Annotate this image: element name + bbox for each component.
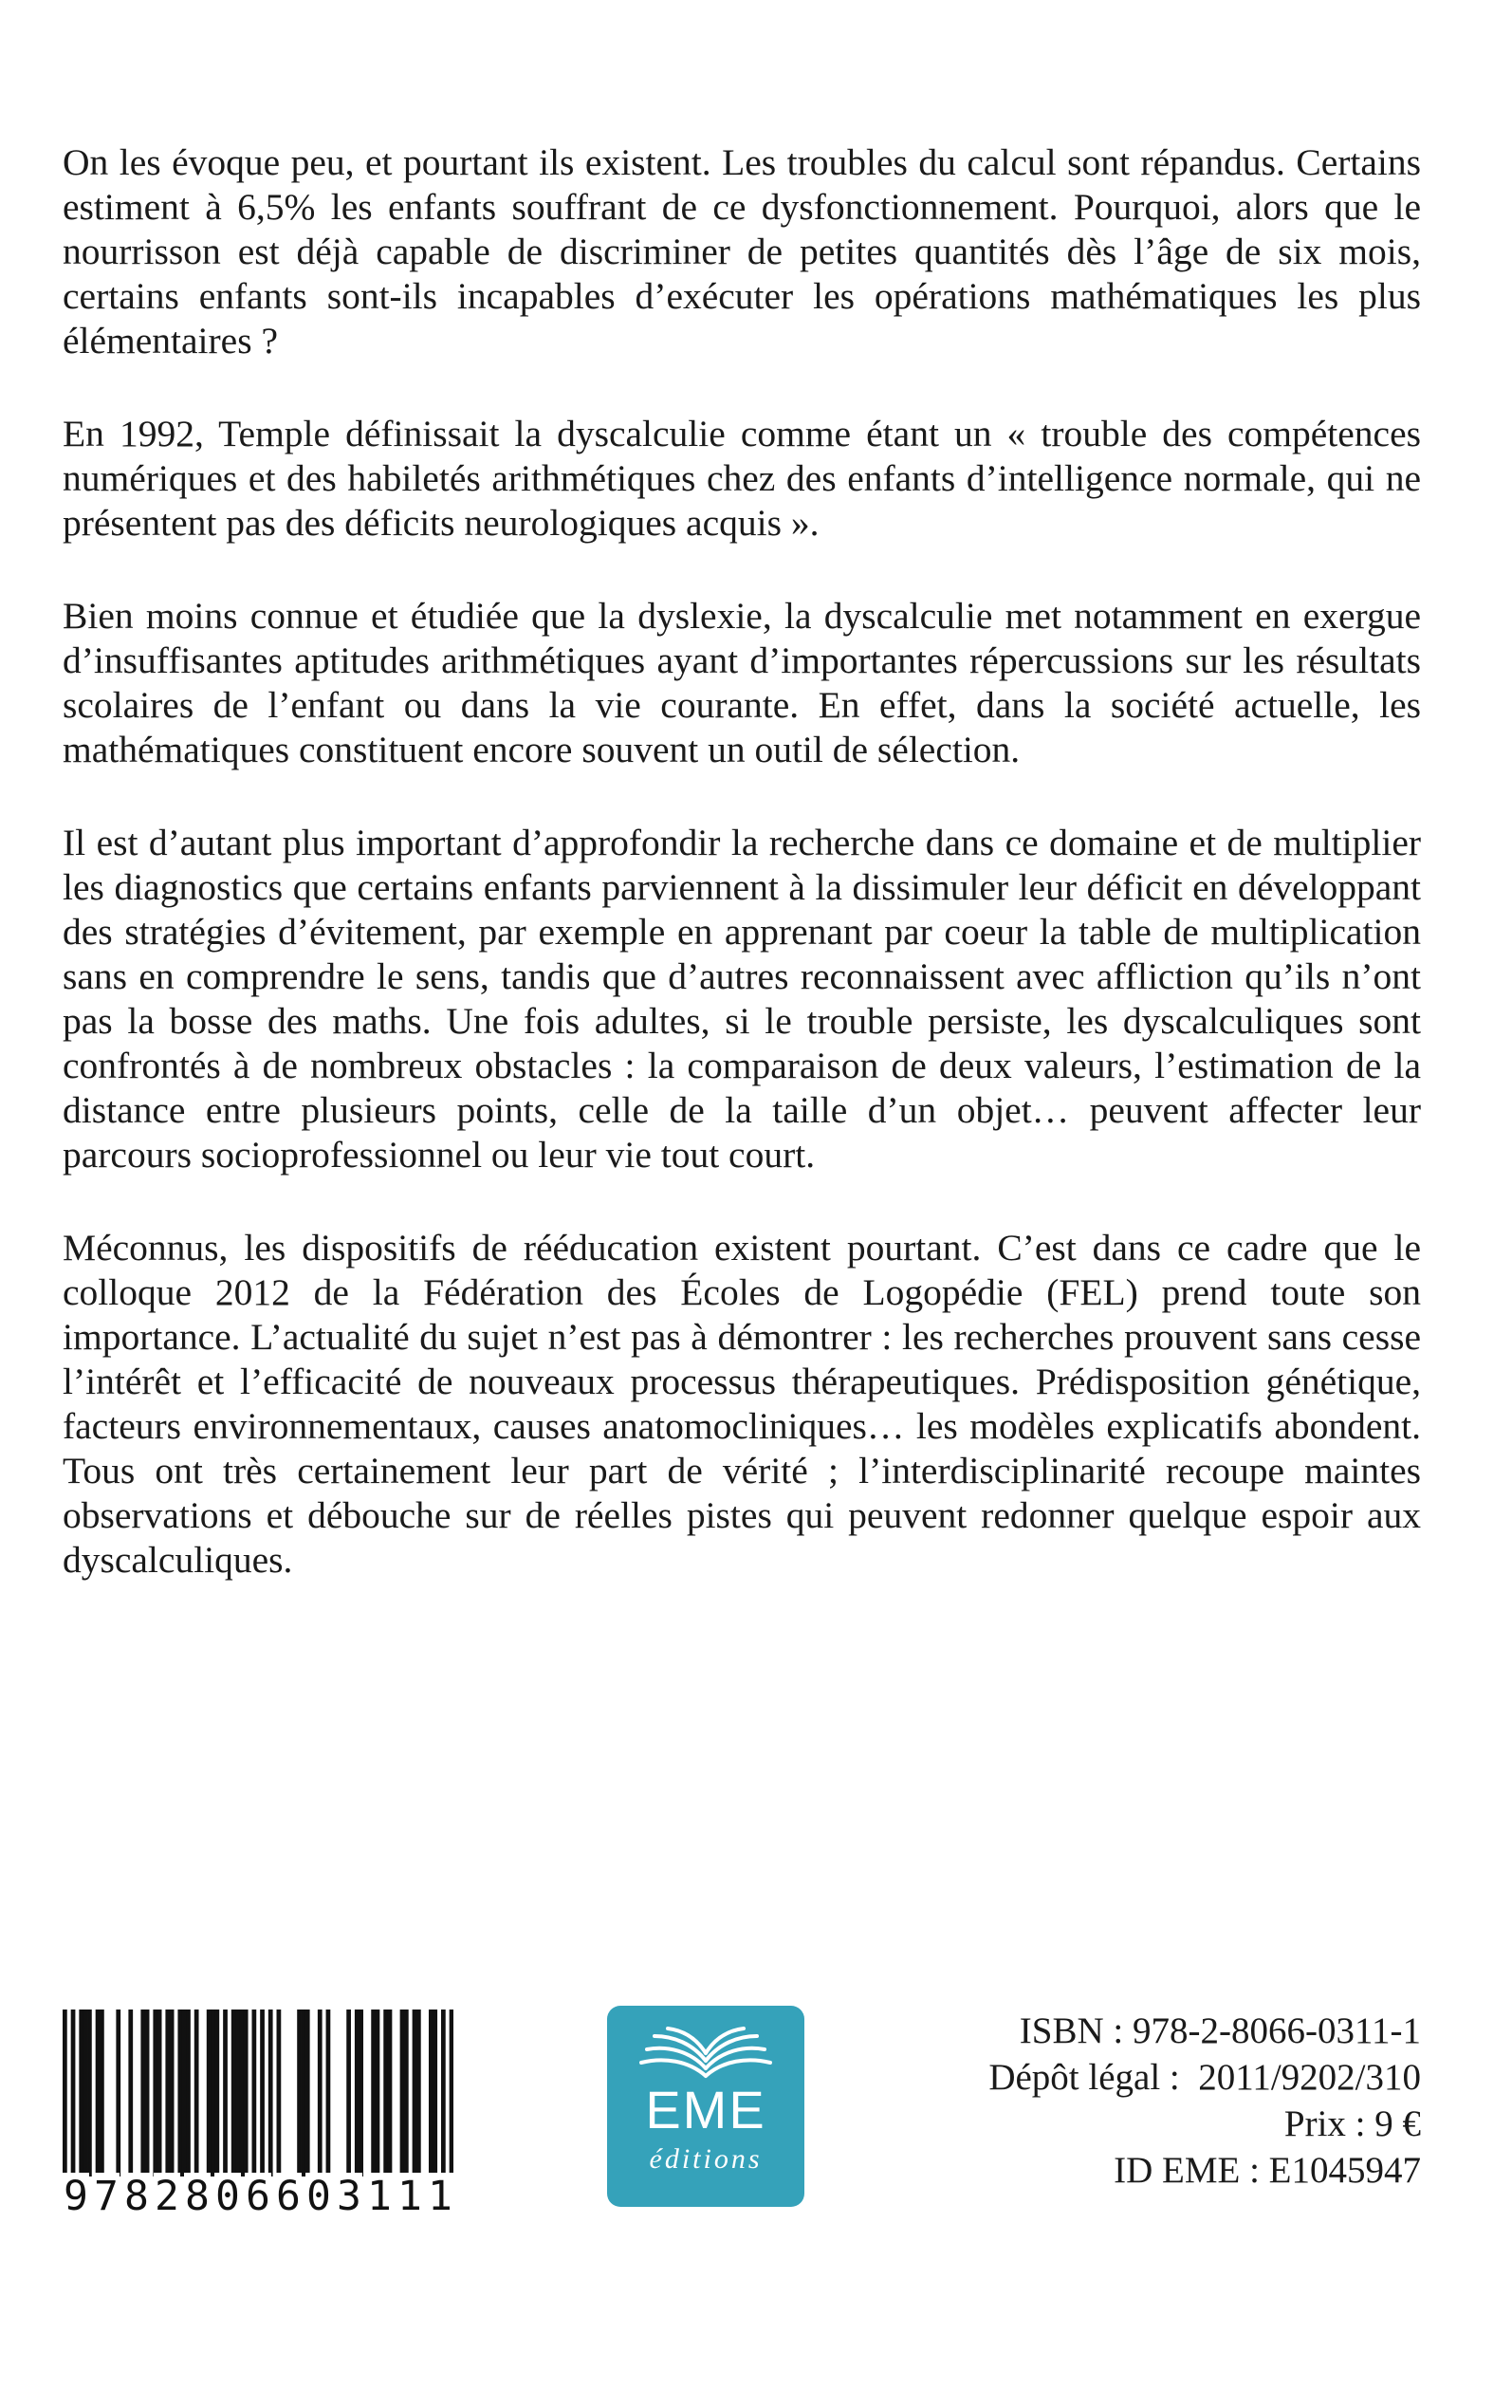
- barcode-bar: [223, 2010, 228, 2176]
- barcode-bar: [297, 2010, 302, 2176]
- barcode-digit: 6: [246, 2173, 270, 2220]
- paragraph-2: En 1992, Temple définissait la dyscalculie comme étant un « trouble des compétences numériques et des habiletés arithmétiques chez des enfants d’intelligence normale, qui ne présentent pas des déficits neurologiques acquis ».: [63, 413, 1421, 544]
- barcode-bar: [277, 2010, 282, 2176]
- barcode-bar: [268, 2010, 273, 2176]
- barcode-bar: [433, 2010, 437, 2176]
- barcode-bar: [302, 2010, 306, 2176]
- barcode-bar: [165, 2010, 170, 2176]
- barcode-bar: [140, 2010, 145, 2176]
- barcode-bar: [194, 2010, 199, 2176]
- barcode-bar: [305, 2010, 310, 2176]
- barcode-bar: [177, 2010, 182, 2176]
- barcode-bar: [83, 2010, 88, 2176]
- barcode-bar: [145, 2010, 150, 2176]
- barcode-bar: [383, 2010, 388, 2176]
- barcode-digit: 9: [64, 2173, 88, 2220]
- eme-editions-logo: [607, 2006, 804, 2207]
- barcode-bar: [318, 2010, 323, 2176]
- depot-legal-line: Dépôt légal : 2011/9202/310: [988, 2057, 1421, 2098]
- isbn-line: ISBN : 978-2-8066-0311-1: [1019, 2010, 1421, 2051]
- barcode-bar: [239, 2010, 244, 2176]
- barcode-bar: [371, 2010, 376, 2176]
- barcode-bar: [157, 2010, 162, 2176]
- barcode-bar: [416, 2010, 421, 2176]
- barcode-bar: [376, 2010, 380, 2176]
- logo-wordmark: EME: [645, 2080, 766, 2139]
- barcode-bar: [207, 2010, 212, 2176]
- barcode-digit: 1: [367, 2173, 392, 2220]
- barcode-bar: [346, 2010, 351, 2176]
- barcode-digit: 0: [215, 2173, 240, 2220]
- open-book-icon: [636, 2025, 776, 2084]
- barcode-bar: [235, 2010, 240, 2176]
- barcode-bar: [388, 2010, 393, 2176]
- barcode-bar: [214, 2010, 219, 2176]
- price-line: Prix : 9 €: [1283, 2103, 1421, 2144]
- barcode-bar: [413, 2010, 417, 2176]
- barcode-bar: [359, 2010, 363, 2176]
- barcode-bar: [244, 2010, 249, 2176]
- barcode-digit: 2: [155, 2173, 179, 2220]
- paragraph-3: Bien moins connue et étudiée que la dyslexie, la dyscalculie met notamment en exergue d’insuffisantes aptitudes arithmétiques ayant d’importantes répercussions sur les résultats scolaires de l’enfant ou dans la vie courante. En effet, dans la société actuelle, les mathématiques constituent encore souvent un outil de sélection.: [63, 595, 1421, 770]
- logo-subtitle: éditions: [649, 2143, 763, 2175]
- barcode-digit: 0: [306, 2173, 331, 2220]
- barcode-bar: [326, 2010, 331, 2176]
- barcode-digit: 6: [276, 2173, 301, 2220]
- barcode-bar: [404, 2010, 409, 2176]
- barcode-bar: [153, 2010, 157, 2176]
- paragraph-4: Il est d’autant plus important d’approfondir la recherche dans ce domaine et de multiplier les diagnostics que certains enfants parviennent à la dissimuler leur déficit en développant des stratégies d’évitement, par exemple en apprenant par coeur la table de multiplication sans en comprendre le sens, tandis que d’autres reconnaissent avec affliction qu’ils n’ont pas la bosse des maths. Une fois adultes, si le trouble persiste, les dyscalculiques sont confrontés à de nombreux obstacles : la comparaison de deux valeurs, l’estimation de la distance entre plusieurs points, celle de la taille d’un objet… peuvent affecter leur parcours socioprofessionnel ou leur vie tout court.: [63, 822, 1421, 1176]
- barcode-bar: [355, 2010, 360, 2176]
- barcode-bar: [79, 2010, 83, 2176]
- barcode-bar: [96, 2010, 101, 2176]
- back-cover-text: [63, 140, 1421, 1583]
- barcode-bar: [116, 2010, 120, 2176]
- paragraph-5: Méconnus, les dispositifs de rééducation existent pourtant. C’est dans ce cadre que le colloque 2012 de la Fédération des Écoles de Logopédie (FEL) prend toute son importance. L’actualité du sujet n’est pas à démontrer : les recherches prouvent sans cesse l’intérêt et l’efficacité de nouveaux processus thérapeutiques. Prédisposition génétique, facteurs environnementaux, causes anatomocliniques… les modèles explicatifs abondent. Tous ont très certainement leur part de vérité ; l’interdisciplinarité recoupe maintes observations et débouche sur de réelles pistes qui peuvent redonner quelque espoir aux dyscalculiques.: [63, 1227, 1421, 1581]
- barcode-bar: [231, 2010, 236, 2176]
- barcode-bar: [100, 2010, 104, 2176]
- barcode-digits: [63, 2173, 453, 2220]
- barcode-digit: 8: [185, 2173, 210, 2220]
- barcode-bar: [170, 2010, 175, 2176]
- barcode-digit: 3: [337, 2173, 361, 2220]
- barcode-digit: 8: [124, 2173, 149, 2220]
- barcode-digit: 1: [428, 2173, 452, 2220]
- barcode-bar: [182, 2010, 187, 2176]
- publication-info: [911, 2008, 1421, 2194]
- barcode-bar: [186, 2010, 191, 2176]
- barcode-digit: 1: [397, 2173, 422, 2220]
- isbn-barcode: [63, 2010, 453, 2218]
- barcode-bar: [400, 2010, 405, 2176]
- id-eme-line: ID EME : E1045947: [1114, 2150, 1421, 2191]
- barcode-bar: [211, 2010, 215, 2176]
- barcode-bar: [429, 2010, 433, 2176]
- barcode-digit: 7: [94, 2173, 119, 2220]
- paragraph-1: On les évoque peu, et pourtant ils existent. Les troubles du calcul sont répandus. Certains estiment à 6,5% les enfants souffrant de ce dysfonctionnement. Pourquoi, alors que le nourrisson est déjà capable de discriminer de petites quantités dès l’âge de six mois, certains enfants sont-ils incapables d’exécuter les opérations mathématiques les plus élémentaires ?: [63, 141, 1421, 361]
- barcode-bar: [128, 2010, 133, 2176]
- barcode-bar: [87, 2010, 92, 2176]
